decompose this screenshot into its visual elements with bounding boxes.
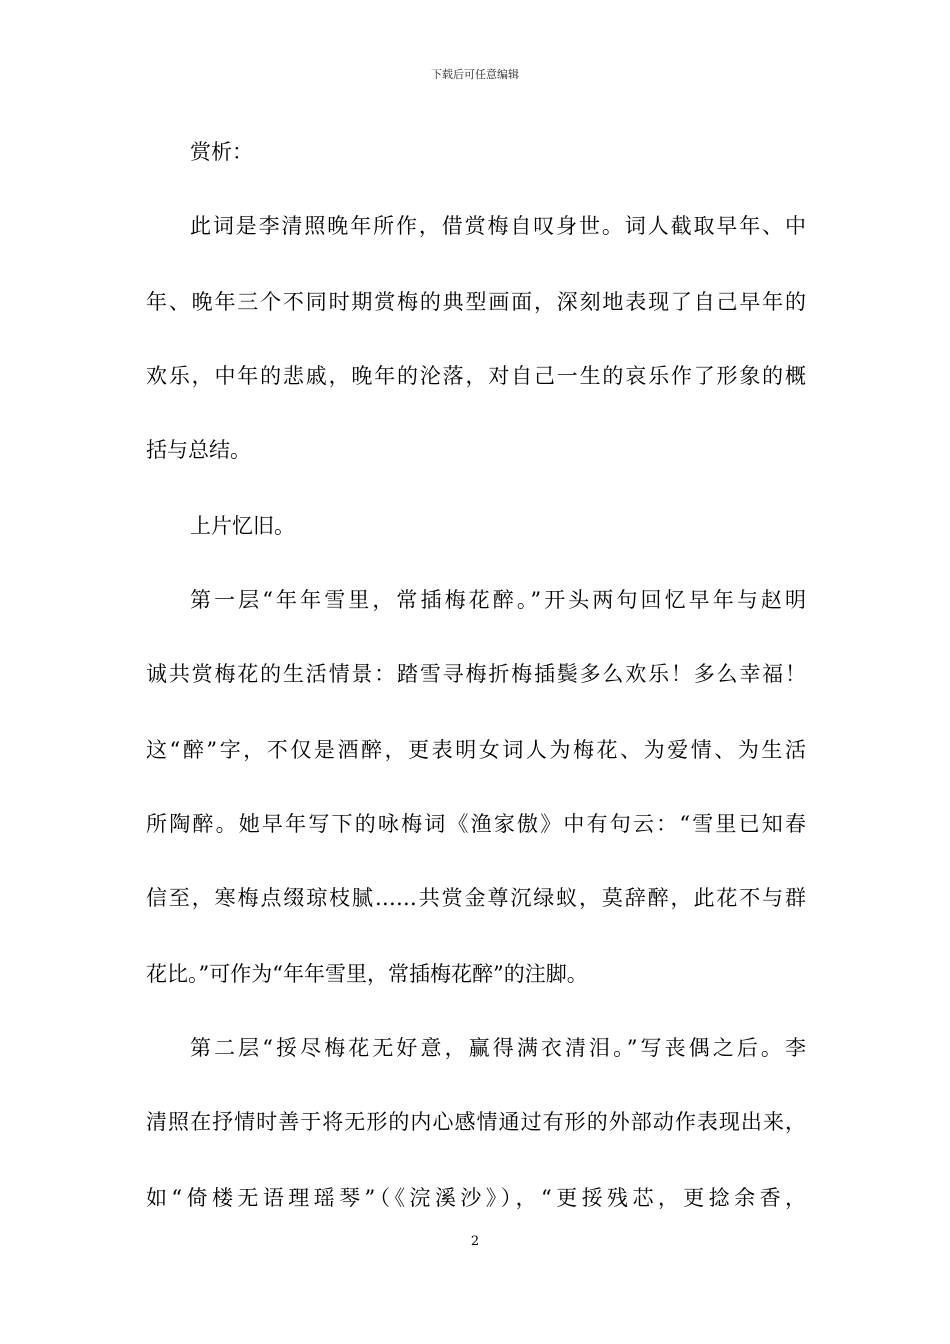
- paragraph-line: 第二层“挼尽梅花无好意，赢得满衣清泪。”写丧偶之后。李: [190, 1036, 806, 1060]
- paragraph-line: 这“醉”字，不仅是酒醉，更表明女词人为梅花、为爱情、为生活: [146, 738, 806, 762]
- paragraph-line: 欢乐，中年的悲戚，晚年的沦落，对自己一生的哀乐作了形象的概: [146, 364, 806, 388]
- page-header: 下载后可任意编辑: [431, 68, 519, 81]
- paragraph-line: 诚共赏梅花的生活情景：踏雪寻梅折梅插鬓多么欢乐！多么幸福！: [146, 662, 806, 686]
- paragraph-line: 信至，寒梅点缀琼枝腻……共赏金尊沉绿蚁，莫辞醉，此花不与群: [146, 886, 806, 910]
- paragraph-line: 年、晚年三个不同时期赏梅的典型画面，深刻地表现了自己早年的: [146, 290, 806, 314]
- paragraph-line: 此词是李清照晚年所作，借赏梅自叹身世。词人截取早年、中: [190, 214, 806, 238]
- paragraph-line: 上片忆旧。: [190, 514, 295, 538]
- paragraph-line: 第一层“年年雪里，常插梅花醉。”开头两句回忆早年与赵明: [190, 588, 806, 612]
- paragraph-line: 清照在抒情时善于将无形的内心感情通过有形的外部动作表现出来，: [146, 1110, 806, 1134]
- paragraph-line: 括与总结。: [146, 438, 251, 462]
- page-number: 2: [470, 1234, 480, 1249]
- paragraph-line: 所陶醉。她早年写下的咏梅词《渔家傲》中有句云：“雪里已知春: [146, 812, 806, 836]
- paragraph-line: 花比。”可作为“年年雪里，常插梅花醉”的注脚。: [146, 962, 588, 986]
- paragraph-line: 赏析：: [190, 140, 253, 164]
- paragraph-line: 如“倚楼无语理瑶琴”（《浣溪沙》），“更挼残芯，更捻余香，: [146, 1186, 806, 1210]
